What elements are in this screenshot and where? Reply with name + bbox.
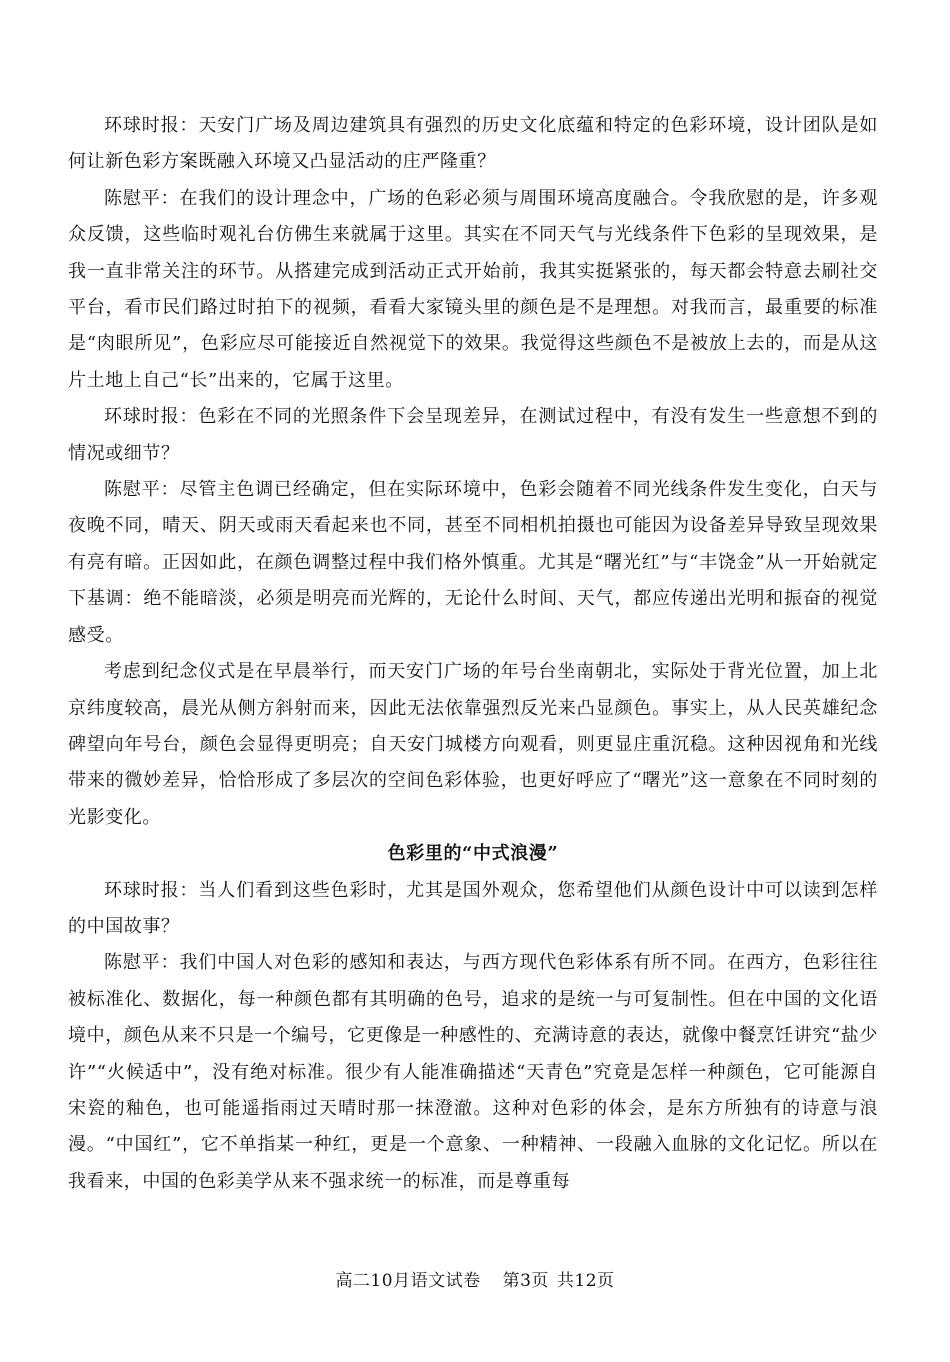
paragraph: 环球时报：天安门广场及周边建筑具有强烈的历史文化底蕴和特定的色彩环境，设计团队是如何让新色彩方案既融入环境又凸显活动的庄严隆重？ <box>68 115 878 173</box>
paragraph: 陈慰平：尽管主色调已经确定，但在实际环境中，色彩会随着不同光线条件发生变化，白天与夜晚不同，晴天、阴天或雨天看起来也不同，甚至不同相机拍摄也可能因为设备差异导致呈现效果有亮有暗。正因如此，在颜色调整过程中我们格外慎重。尤其是“曙光红”与“丰饶金”从一开始就定下基调：绝不能暗淡，必须是明亮而光辉的，无论什么时间、天气，都应传递出光明和振奋的视觉感受。 <box>68 479 878 646</box>
section-heading: 色彩里的“中式浪漫” <box>387 843 559 865</box>
paragraph: 陈慰平：我们中国人对色彩的感知和表达，与西方现代色彩体系有所不同。在西方，色彩往往被标准化、数据化，每一种颜色都有其明确的色号，追求的是统一与可复制性。但在中国的文化语境中，颜色从来不只是一个编号，它更像是一种感性的、充满诗意的表达，就像中餐烹饪讲究“盐少许”“火候适中”，没有绝对标准。很少有人能准确描述“天青色”究竟是怎样一种颜色，它可能源自宋瓷的釉色，也可能遥指雨过天晴时那一抹澄澈。这种对色彩的体会，是东方所独有的诗意与浪漫。“中国红”，它不单指某一种红，更是一个意象、一种精神、一段融入血脉的文化记忆。所以在我看来，中国的色彩美学从来不强求统一的标准，而是尊重每 <box>68 952 878 1192</box>
page-footer <box>0 1267 950 1295</box>
total-pages: 共12页 <box>556 1271 615 1291</box>
paragraph: 陈慰平：在我们的设计理念中，广场的色彩必须与周围环境高度融合。令我欣慰的是，许多观众反馈，这些临时观礼台仿佛生来就属于这里。其实在不同天气与光线条件下色彩的呈现效果，是我一直非常关注的环节。从搭建完成到活动正式开始前，我其实挺紧张的，每天都会特意去刷社交平台，看市民们路过时拍下的视频，看看大家镜头里的颜色是不是理想。对我而言，最重要的标准是“肉眼所见”，色彩应尽可能接近自然视觉下的效果。我觉得这些颜色不是被放上去的，而是从这片土地上自己“长”出来的，它属于这里。 <box>68 187 878 391</box>
exam-title: 高二10月语文试卷 <box>335 1271 481 1291</box>
paragraph: 环球时报：当人们看到这些色彩时，尤其是国外观众，您希望他们从颜色设计中可以读到怎样的中国故事？ <box>68 879 878 937</box>
document-body <box>68 108 878 1200</box>
paragraph: 环球时报：色彩在不同的光照条件下会呈现差异，在测试过程中，有没有发生一些意想不到的情况或细节？ <box>68 406 878 464</box>
paragraph: 考虑到纪念仪式是在早晨举行，而天安门广场的年号台坐南朝北，实际处于背光位置，加上北京纬度较高，晨光从侧方斜射而来，因此无法依靠强烈反光来凸显颜色。事实上，从人民英雄纪念碑望向年号台，颜色会显得更明亮；自天安门城楼方向观看，则更显庄重沉稳。这种因视角和光线带来的微妙差异，恰恰形成了多层次的空间色彩体验，也更好呼应了“曙光”这一意象在不同时刻的光影变化。 <box>68 661 878 828</box>
page-number: 第3页 <box>502 1271 549 1291</box>
